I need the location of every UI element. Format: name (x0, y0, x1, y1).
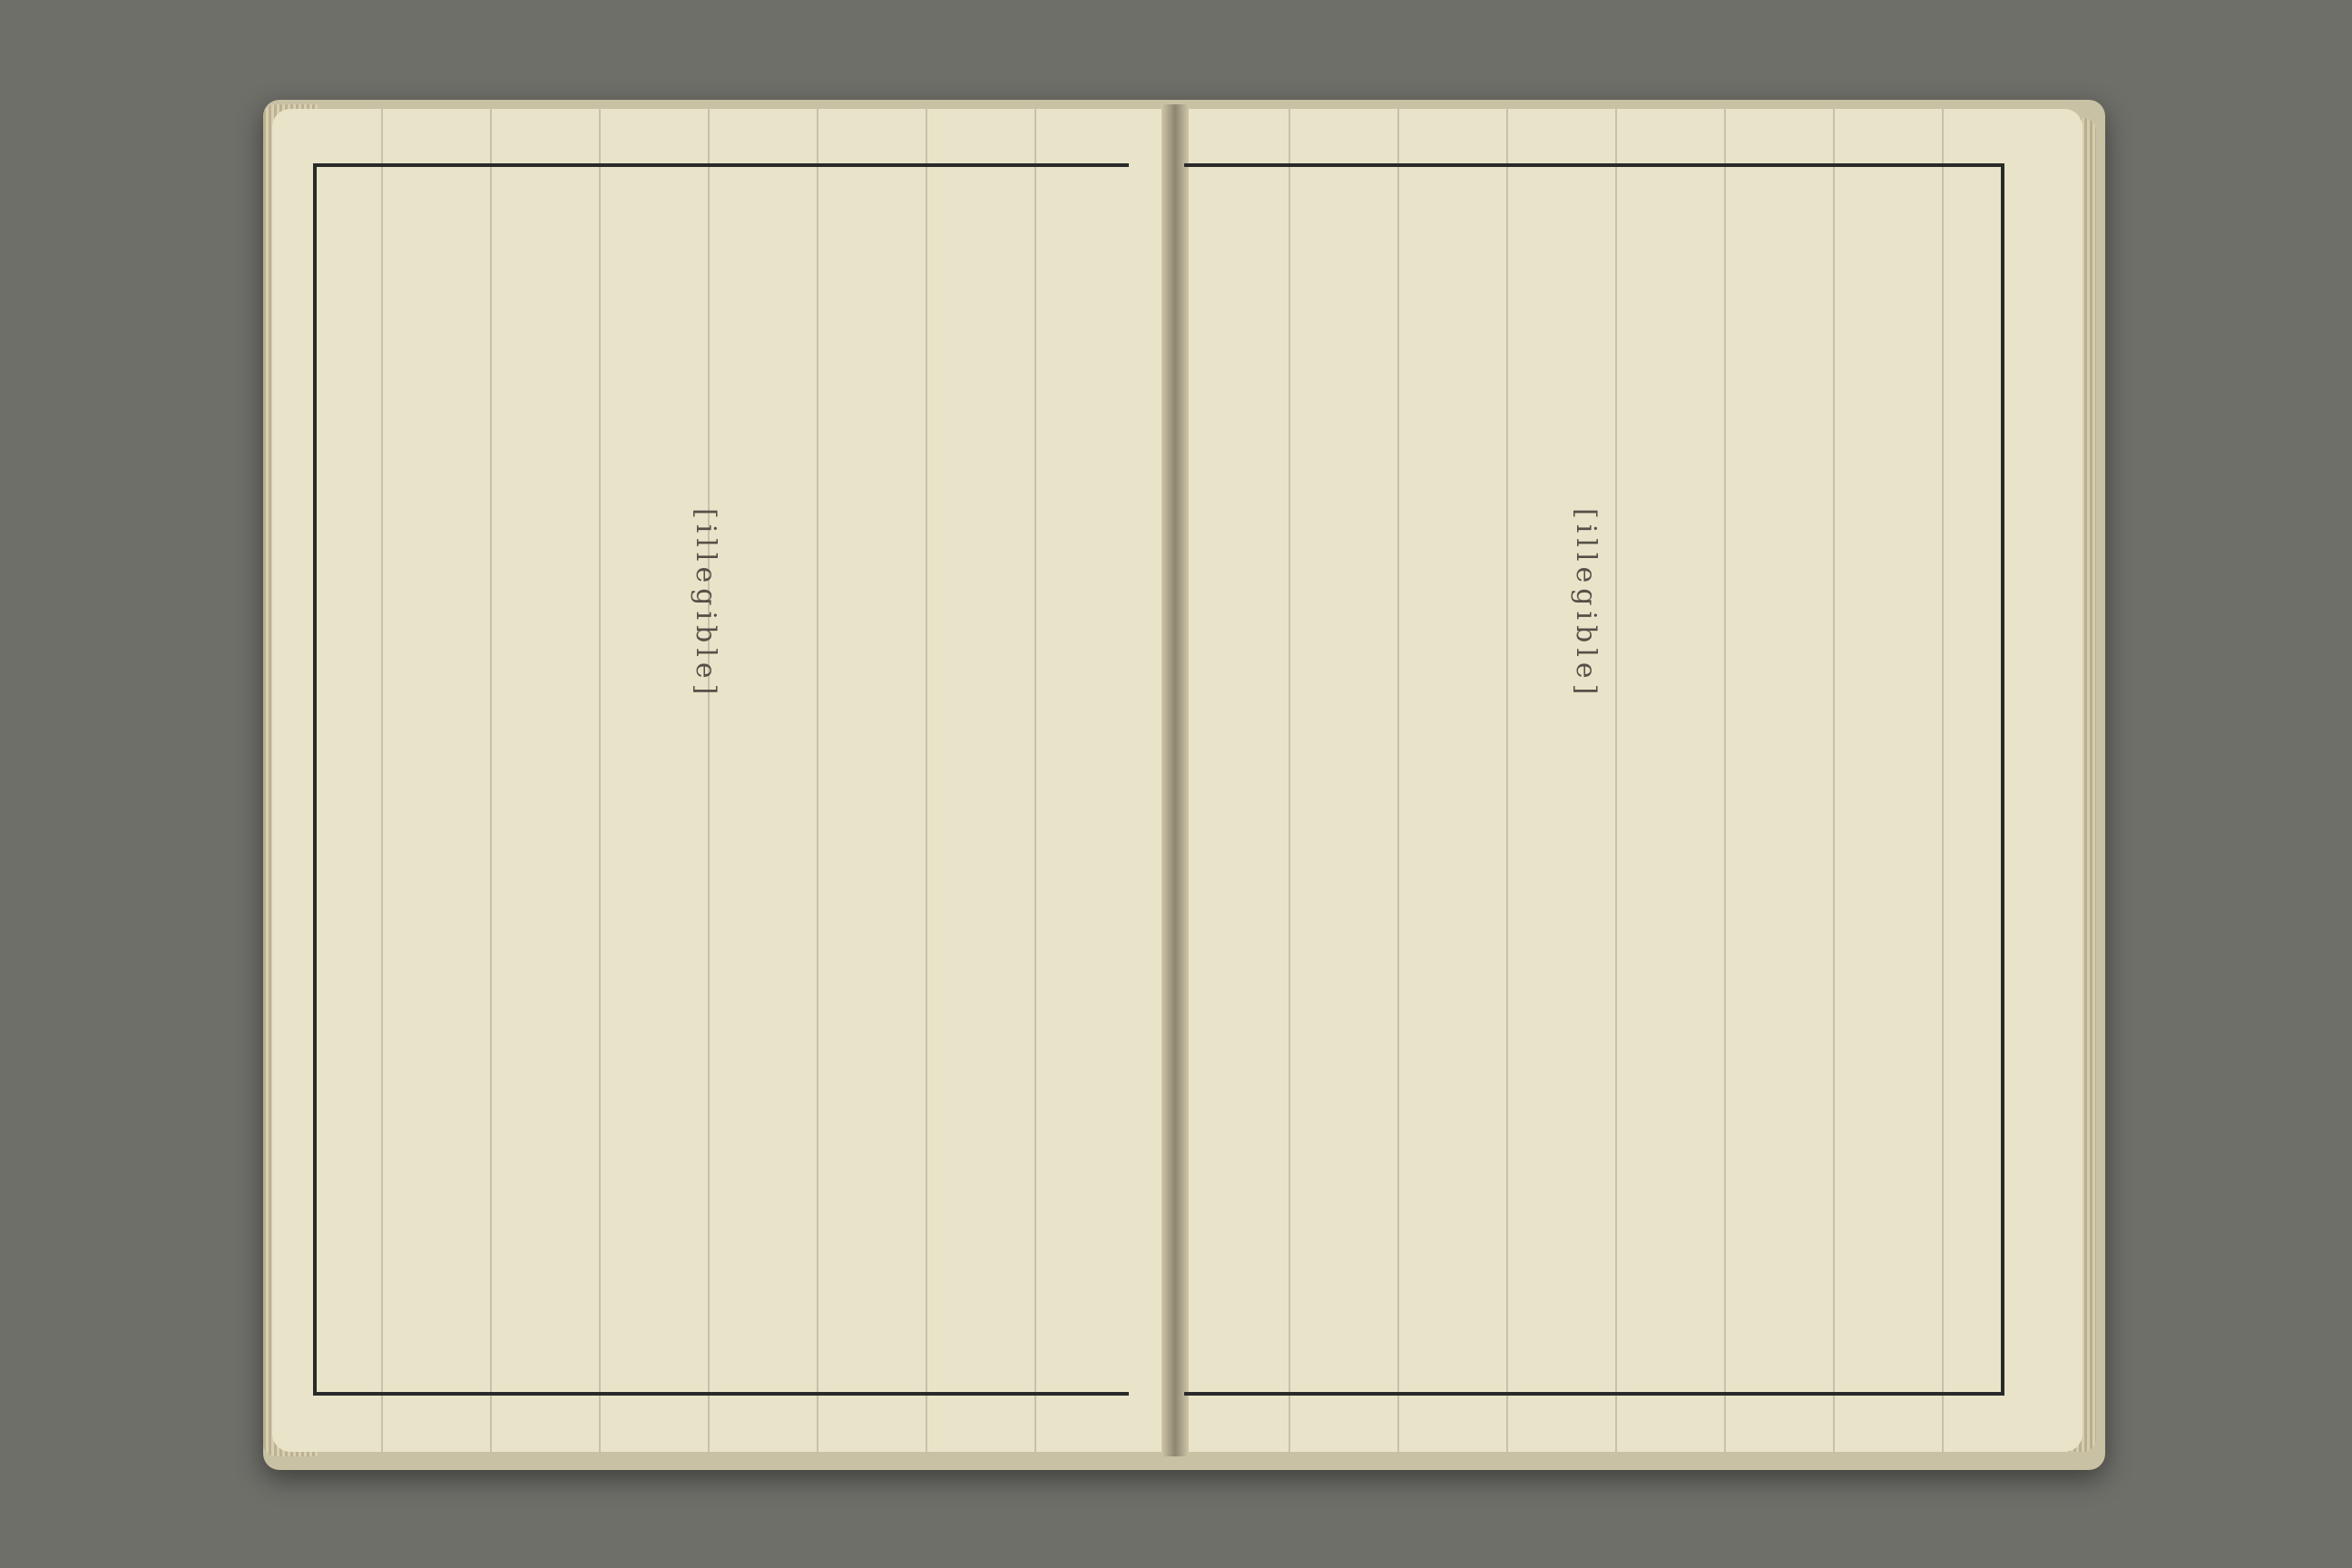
left-print-frame (313, 163, 1129, 1396)
right-print-frame (1184, 163, 2004, 1396)
right-page-text: [illegible] (1570, 508, 1602, 701)
left-page-text: [illegible] (690, 508, 721, 701)
